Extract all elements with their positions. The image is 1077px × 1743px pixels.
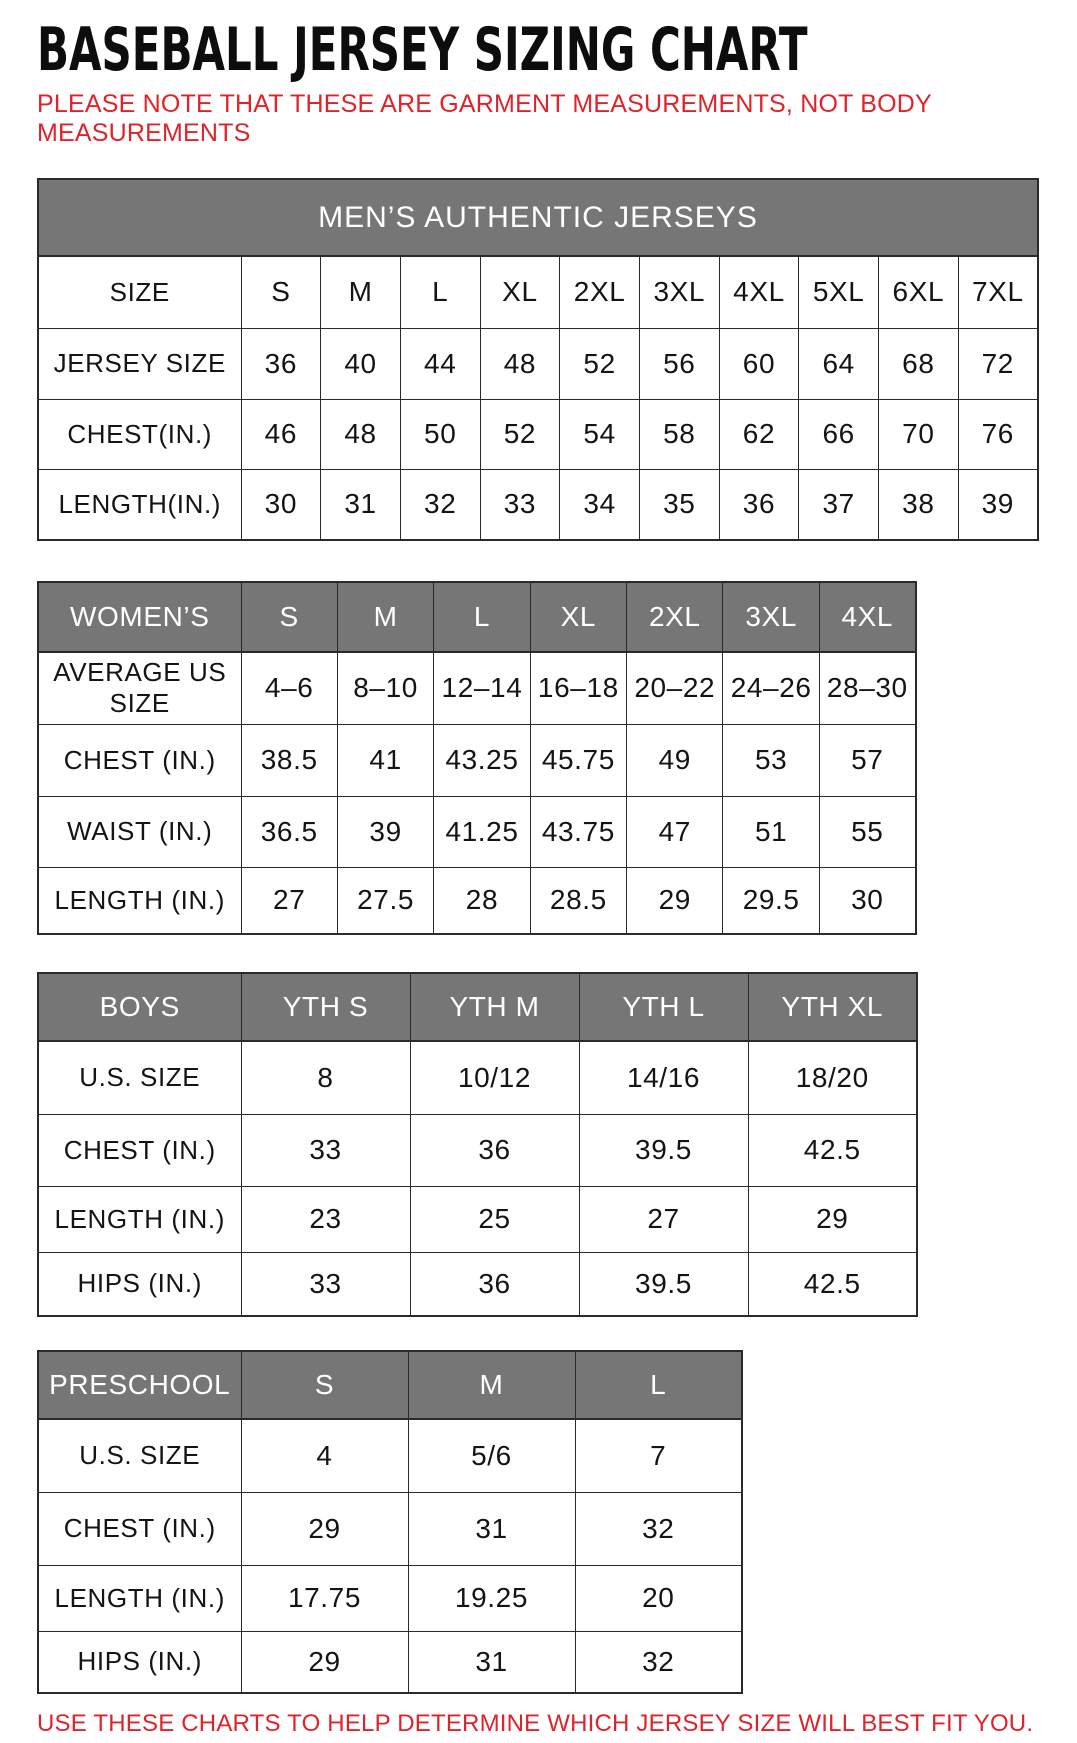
value-cell: 17.75 <box>241 1565 408 1631</box>
value-cell: 57 <box>819 724 915 796</box>
value-cell: 45.75 <box>530 724 626 796</box>
size-header-cell: 3XL <box>639 256 719 328</box>
value-cell: 43.75 <box>530 796 626 867</box>
table-row <box>38 1252 917 1316</box>
row-label: LENGTH (IN.) <box>38 1565 241 1631</box>
table-row <box>38 328 1038 399</box>
value-cell: 36.5 <box>241 796 337 867</box>
mens-authentic-jerseys-table <box>37 178 1039 541</box>
value-cell: 51 <box>723 796 819 867</box>
row-label: SIZE <box>38 256 241 328</box>
table-row <box>38 652 916 724</box>
value-cell: 44 <box>400 328 480 399</box>
value-cell: 64 <box>799 328 879 399</box>
size-header-cell: XL <box>530 582 626 652</box>
row-label: HIPS (IN.) <box>38 1252 241 1316</box>
value-cell: 33 <box>480 469 560 540</box>
value-cell: 58 <box>639 399 719 469</box>
value-cell: 27 <box>241 867 337 934</box>
table-row <box>38 399 1038 469</box>
value-cell: 32 <box>400 469 480 540</box>
value-cell: 4–6 <box>241 652 337 724</box>
table-row <box>38 796 916 867</box>
garment-measurement-note: PLEASE NOTE THAT THESE ARE GARMENT MEASUREMENTS, NOT BODY MEASUREMENTS <box>37 90 932 147</box>
table-row <box>38 469 1038 540</box>
value-cell: 32 <box>575 1631 742 1693</box>
page-title: BASEBALL JERSEY SIZING CHART <box>37 15 808 85</box>
size-header-cell: M <box>408 1351 575 1419</box>
value-cell: 4 <box>241 1419 408 1492</box>
value-cell: 41 <box>337 724 433 796</box>
table-row <box>38 256 1038 328</box>
size-header-cell: YTH S <box>241 973 410 1041</box>
value-cell: 36 <box>241 328 321 399</box>
value-cell: 30 <box>241 469 321 540</box>
size-header-cell: 2XL <box>560 256 640 328</box>
value-cell: 31 <box>408 1492 575 1565</box>
value-cell: 43.25 <box>434 724 530 796</box>
value-cell: 48 <box>480 328 560 399</box>
value-cell: 29 <box>748 1186 917 1252</box>
preschool-table-title: PRESCHOOL <box>38 1351 241 1419</box>
value-cell: 48 <box>321 399 401 469</box>
row-label: CHEST(IN.) <box>38 399 241 469</box>
size-header-cell: 2XL <box>627 582 723 652</box>
size-header-cell: YTH M <box>410 973 579 1041</box>
size-header-cell: YTH XL <box>748 973 917 1041</box>
value-cell: 20–22 <box>627 652 723 724</box>
row-label: HIPS (IN.) <box>38 1631 241 1693</box>
row-label: LENGTH (IN.) <box>38 1186 241 1252</box>
row-label: U.S. SIZE <box>38 1419 241 1492</box>
mens-table-title: MEN’S AUTHENTIC JERSEYS <box>38 179 1038 256</box>
size-header-cell: S <box>241 256 321 328</box>
value-cell: 34 <box>560 469 640 540</box>
value-cell: 36 <box>410 1114 579 1186</box>
size-header-cell: 3XL <box>723 582 819 652</box>
value-cell: 66 <box>799 399 879 469</box>
preschool-sizing-table <box>37 1350 743 1694</box>
row-label: U.S. SIZE <box>38 1041 241 1114</box>
fit-advice-footer: USE THESE CHARTS TO HELP DETERMINE WHICH JERSEY SIZE WILL BEST FIT YOU. <box>37 1710 1034 1737</box>
size-header-cell: M <box>337 582 433 652</box>
value-cell: 28 <box>434 867 530 934</box>
size-header-cell: 4XL <box>819 582 915 652</box>
value-cell: 27.5 <box>337 867 433 934</box>
value-cell: 39 <box>337 796 433 867</box>
row-label: AVERAGE US SIZE <box>38 652 241 724</box>
table-row <box>38 1041 917 1114</box>
value-cell: 10/12 <box>410 1041 579 1114</box>
size-header-cell: YTH L <box>579 973 748 1041</box>
size-header-cell: 5XL <box>799 256 879 328</box>
value-cell: 31 <box>408 1631 575 1693</box>
size-header-cell: 7XL <box>958 256 1038 328</box>
value-cell: 8 <box>241 1041 410 1114</box>
value-cell: 29 <box>241 1631 408 1693</box>
value-cell: 29.5 <box>723 867 819 934</box>
size-header-cell: L <box>400 256 480 328</box>
value-cell: 42.5 <box>748 1114 917 1186</box>
value-cell: 12–14 <box>434 652 530 724</box>
value-cell: 37 <box>799 469 879 540</box>
size-header-cell: L <box>434 582 530 652</box>
value-cell: 30 <box>819 867 915 934</box>
value-cell: 41.25 <box>434 796 530 867</box>
value-cell: 32 <box>575 1492 742 1565</box>
value-cell: 53 <box>723 724 819 796</box>
value-cell: 56 <box>639 328 719 399</box>
womens-sizing-table <box>37 581 917 935</box>
value-cell: 28–30 <box>819 652 915 724</box>
table-row <box>38 1492 742 1565</box>
table-header-row <box>38 973 917 1041</box>
table-header-row <box>38 1351 742 1419</box>
value-cell: 36 <box>719 469 799 540</box>
value-cell: 14/16 <box>579 1041 748 1114</box>
value-cell: 35 <box>639 469 719 540</box>
table-row <box>38 724 916 796</box>
value-cell: 31 <box>321 469 401 540</box>
value-cell: 72 <box>958 328 1038 399</box>
value-cell: 39 <box>958 469 1038 540</box>
value-cell: 50 <box>400 399 480 469</box>
value-cell: 29 <box>627 867 723 934</box>
value-cell: 55 <box>819 796 915 867</box>
table-row <box>38 1419 742 1492</box>
boys-sizing-table <box>37 972 918 1317</box>
value-cell: 20 <box>575 1565 742 1631</box>
value-cell: 33 <box>241 1252 410 1316</box>
size-header-cell: S <box>241 582 337 652</box>
value-cell: 70 <box>879 399 959 469</box>
value-cell: 38 <box>879 469 959 540</box>
size-header-cell: 6XL <box>879 256 959 328</box>
value-cell: 54 <box>560 399 640 469</box>
value-cell: 39.5 <box>579 1252 748 1316</box>
value-cell: 18/20 <box>748 1041 917 1114</box>
value-cell: 68 <box>879 328 959 399</box>
value-cell: 62 <box>719 399 799 469</box>
row-label: LENGTH (IN.) <box>38 867 241 934</box>
womens-table-title: WOMEN’S <box>38 582 241 652</box>
size-header-cell: L <box>575 1351 742 1419</box>
value-cell: 38.5 <box>241 724 337 796</box>
row-label: CHEST (IN.) <box>38 724 241 796</box>
row-label: WAIST (IN.) <box>38 796 241 867</box>
value-cell: 29 <box>241 1492 408 1565</box>
value-cell: 16–18 <box>530 652 626 724</box>
size-header-cell: XL <box>480 256 560 328</box>
row-label: JERSEY SIZE <box>38 328 241 399</box>
value-cell: 42.5 <box>748 1252 917 1316</box>
value-cell: 27 <box>579 1186 748 1252</box>
value-cell: 19.25 <box>408 1565 575 1631</box>
size-header-cell: 4XL <box>719 256 799 328</box>
table-row <box>38 1186 917 1252</box>
value-cell: 5/6 <box>408 1419 575 1492</box>
value-cell: 40 <box>321 328 401 399</box>
size-header-cell: S <box>241 1351 408 1419</box>
value-cell: 47 <box>627 796 723 867</box>
table-header-row <box>38 582 916 652</box>
value-cell: 46 <box>241 399 321 469</box>
table-row <box>38 867 916 934</box>
value-cell: 49 <box>627 724 723 796</box>
table-row <box>38 1631 742 1693</box>
value-cell: 28.5 <box>530 867 626 934</box>
value-cell: 23 <box>241 1186 410 1252</box>
row-label: CHEST (IN.) <box>38 1492 241 1565</box>
value-cell: 7 <box>575 1419 742 1492</box>
value-cell: 33 <box>241 1114 410 1186</box>
value-cell: 52 <box>560 328 640 399</box>
table-row <box>38 1114 917 1186</box>
row-label: CHEST (IN.) <box>38 1114 241 1186</box>
value-cell: 39.5 <box>579 1114 748 1186</box>
value-cell: 60 <box>719 328 799 399</box>
table-row <box>38 1565 742 1631</box>
value-cell: 52 <box>480 399 560 469</box>
value-cell: 8–10 <box>337 652 433 724</box>
boys-table-title: BOYS <box>38 973 241 1041</box>
value-cell: 76 <box>958 399 1038 469</box>
size-header-cell: M <box>321 256 401 328</box>
value-cell: 25 <box>410 1186 579 1252</box>
row-label: LENGTH(IN.) <box>38 469 241 540</box>
value-cell: 36 <box>410 1252 579 1316</box>
value-cell: 24–26 <box>723 652 819 724</box>
